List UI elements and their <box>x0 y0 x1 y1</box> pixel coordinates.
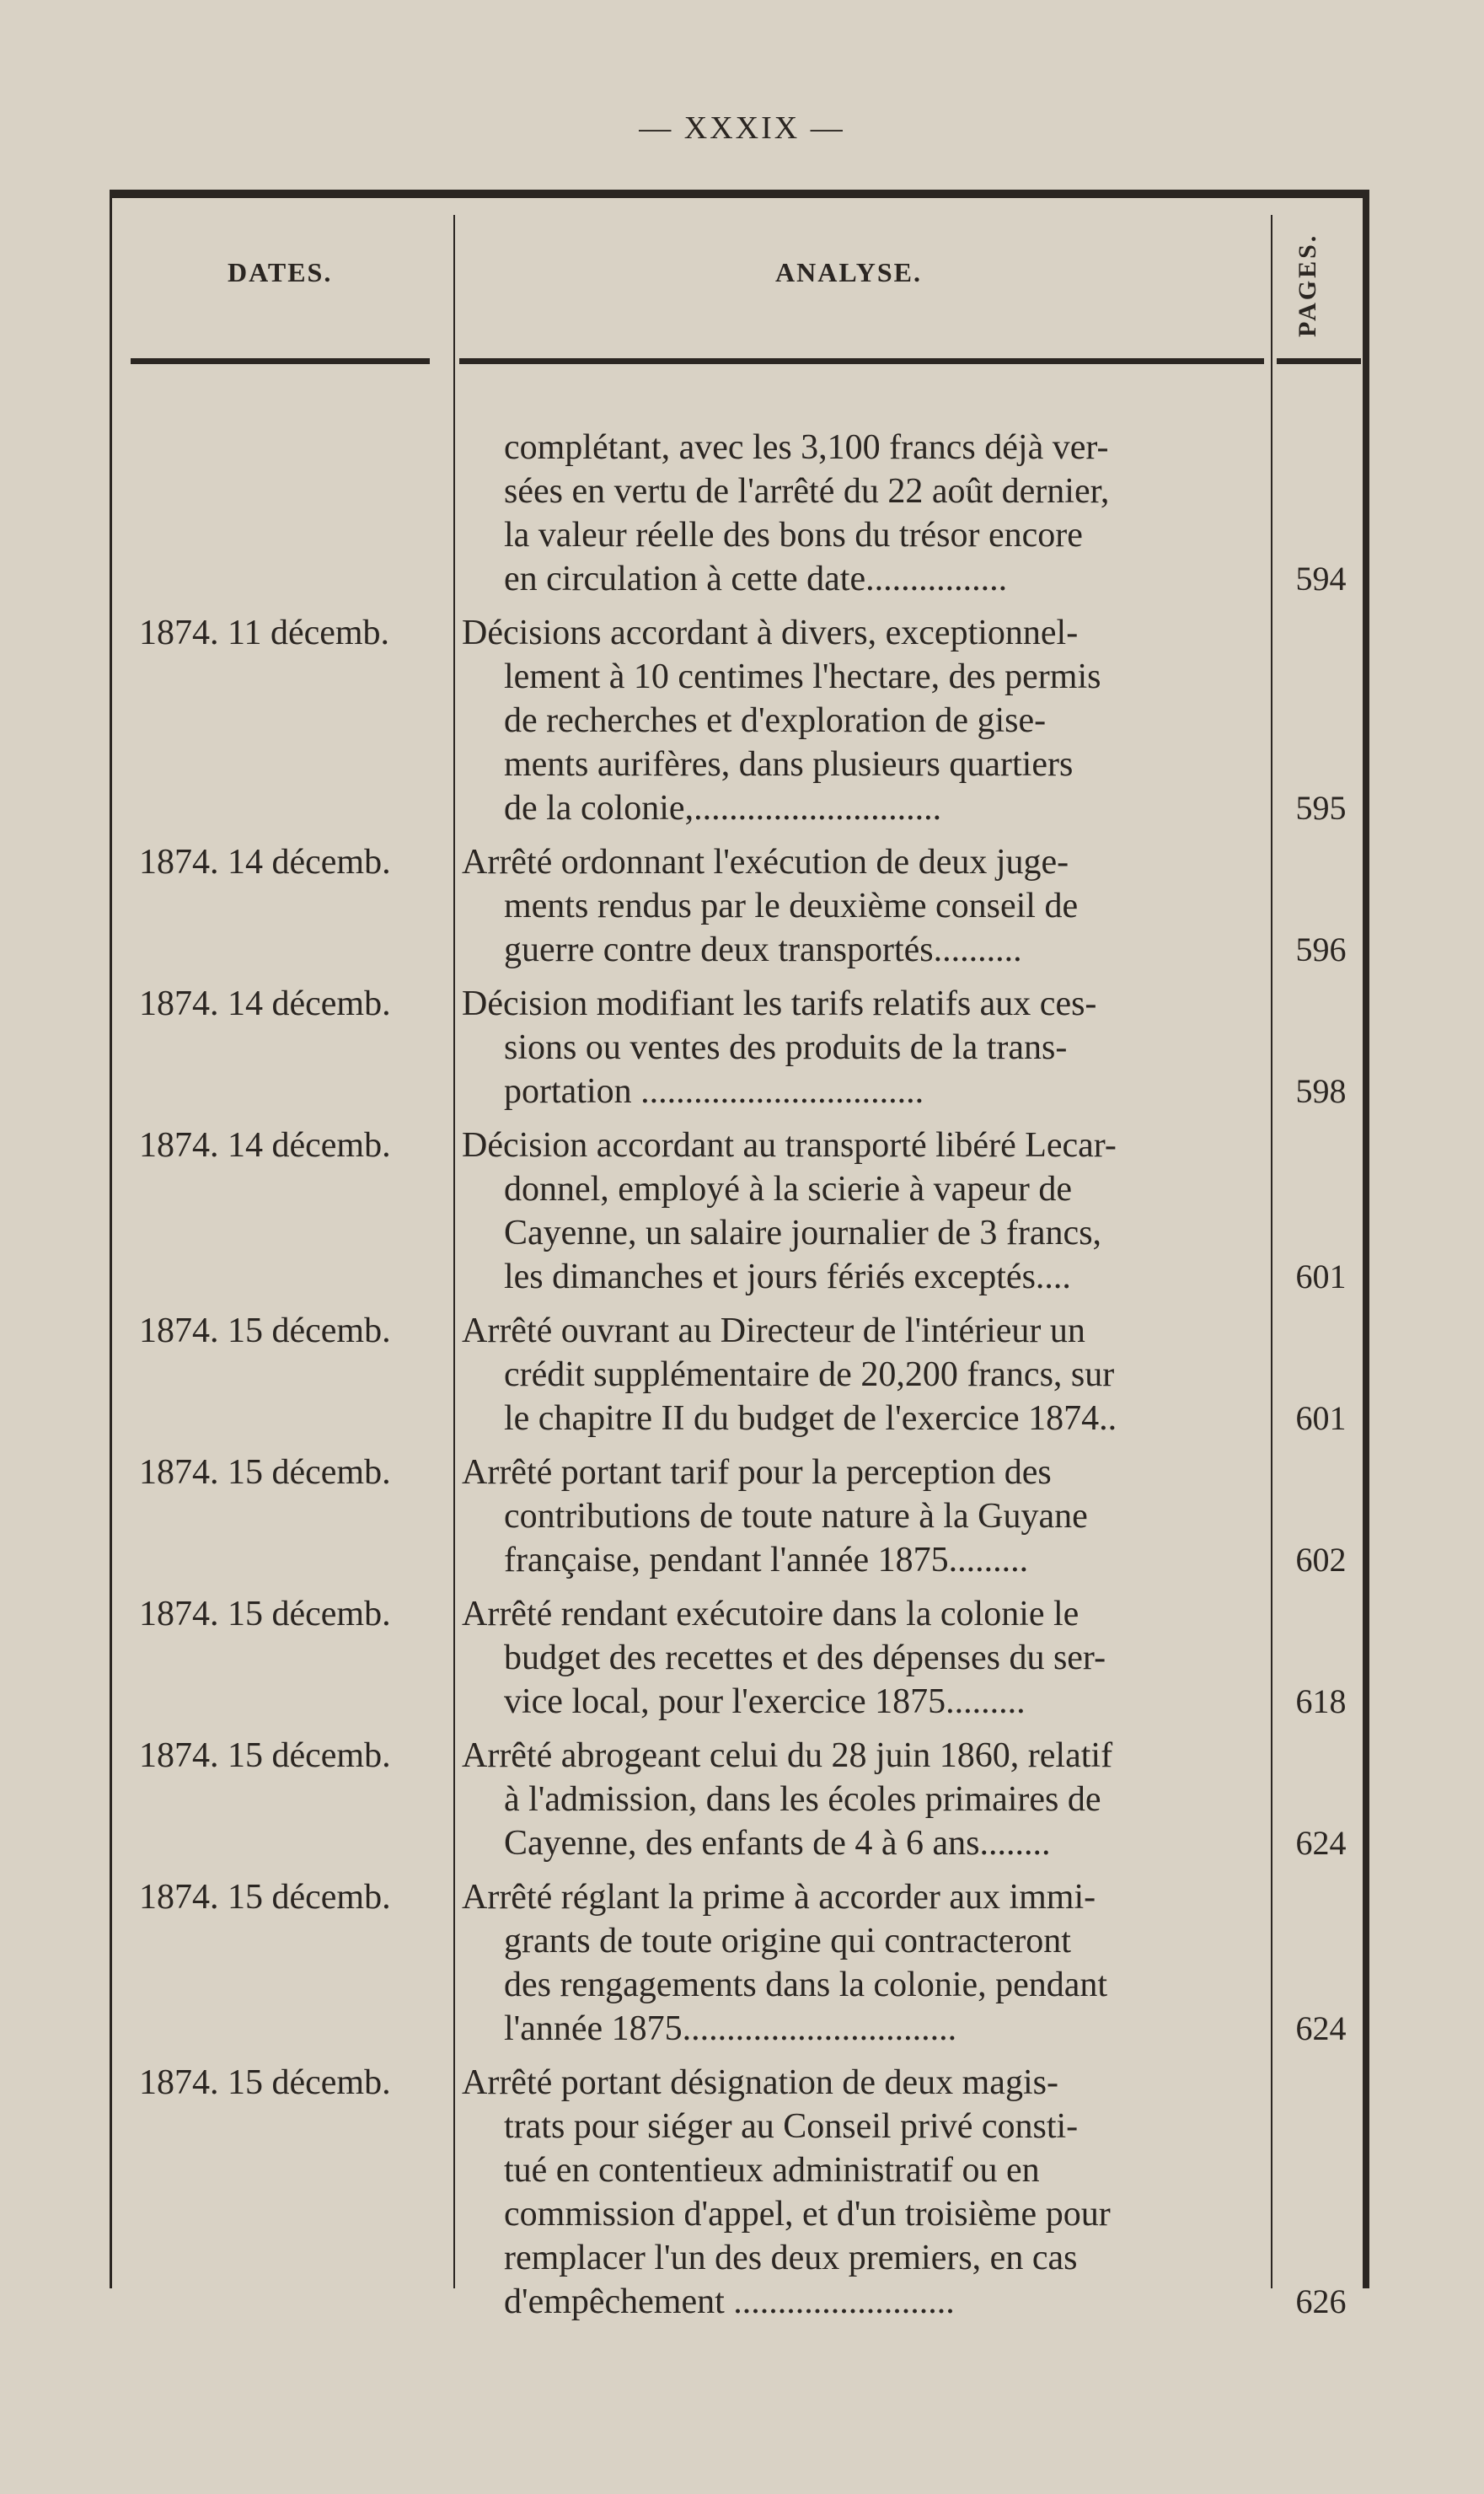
entry-analysis <box>462 1592 1262 1724</box>
analysis-line: trats pour siéger au Conseil privé consti- <box>504 2107 1079 2146</box>
entry-date: 1874. 14 décemb. <box>139 1126 391 1165</box>
analysis-line: contributions de toute nature à la Guyane <box>504 1497 1088 1536</box>
analysis-line: sées en vertu de l'arrêté du 22 août dernier, <box>504 472 1110 511</box>
analysis-line: Arrêté portant tarif pour la perception des <box>462 1453 1052 1492</box>
entry-page: 601 <box>1295 1399 1347 1437</box>
entry-page: 595 <box>1295 789 1347 827</box>
analysis-line: lement à 10 centimes l'hectare, des permis <box>504 657 1101 696</box>
analysis-line: tué en contentieux administratif ou en <box>504 2151 1040 2190</box>
entry-analysis <box>462 1451 1262 1582</box>
entry-page: 624 <box>1295 2009 1347 2047</box>
entry-date: 1874. 15 décemb. <box>139 1736 391 1775</box>
analysis-line: grants de toute origine qui contracteront <box>504 1922 1071 1960</box>
analysis-line: des rengagements dans la colonie, pendant <box>504 1966 1108 2004</box>
analysis-line: donnel, employé à la scierie à vapeur de <box>504 1170 1073 1209</box>
analysis-line: Arrêté rendant exécutoire dans la colonie le <box>462 1595 1080 1633</box>
analysis-line: portation ................................ <box>504 1072 924 1111</box>
entry-page: 598 <box>1295 1072 1347 1110</box>
entry-date: 1874. 15 décemb. <box>139 1453 391 1492</box>
analysis-line: en circulation à cette date................ <box>504 560 1008 598</box>
entry-page: 624 <box>1295 1824 1347 1862</box>
entry-page: 618 <box>1295 1682 1347 1720</box>
analysis-line: française, pendant l'année 1875......... <box>504 1541 1029 1580</box>
column-divider-dates <box>453 215 455 2288</box>
analysis-line: la valeur réelle des bons du trésor encore <box>504 516 1083 555</box>
analysis-line: remplacer l'un des deux premiers, en cas <box>504 2239 1078 2277</box>
analysis-line: commission d'appel, et d'un troisième pour <box>504 2195 1111 2234</box>
entry-date: 1874. 15 décemb. <box>139 1878 391 1917</box>
header-rule-analyse <box>459 358 1264 364</box>
analysis-line: Arrêté abrogeant celui du 28 juin 1860, relatif <box>462 1736 1113 1775</box>
column-header-dates: DATES. <box>228 257 333 287</box>
analysis-line: ments rendus par le deuxième conseil de <box>504 887 1079 925</box>
page-number: — XXXIX — <box>639 110 845 146</box>
analysis-line: Arrêté ordonnant l'exécution de deux juge- <box>462 843 1069 882</box>
analysis-line: sions ou ventes des produits de la trans- <box>504 1028 1068 1067</box>
entry-analysis <box>462 840 1262 972</box>
column-divider-pages <box>1271 215 1272 2288</box>
analysis-line: budget des recettes et des dépenses du ser- <box>504 1639 1106 1677</box>
entry-analysis <box>462 426 1262 601</box>
analysis-line: à l'admission, dans les écoles primaires de <box>504 1780 1101 1819</box>
entry-page: 602 <box>1295 1541 1347 1579</box>
entry-page: 596 <box>1295 931 1347 968</box>
analysis-line: Arrêté réglant la prime à accorder aux immi- <box>462 1878 1096 1917</box>
header-rule-dates <box>131 358 430 364</box>
entry-page: 626 <box>1295 2282 1347 2320</box>
header-rule-pages <box>1277 358 1361 364</box>
analysis-line: le chapitre II du budget de l'exercice 1874.. <box>504 1399 1117 1438</box>
entry-date: 1874. 14 décemb. <box>139 843 391 882</box>
analysis-line: Arrêté ouvrant au Directeur de l'intérieur un <box>462 1311 1085 1350</box>
entry-analysis <box>462 1734 1262 1865</box>
analysis-line: vice local, pour l'exercice 1875......... <box>504 1682 1026 1721</box>
entry-analysis <box>462 2061 1262 2324</box>
analysis-line: de recherches et d'exploration de gise- <box>504 701 1047 740</box>
analysis-line: crédit supplémentaire de 20,200 francs, sur <box>504 1355 1115 1394</box>
analysis-line: les dimanches et jours fériés exceptés.... <box>504 1258 1071 1296</box>
entry-analysis <box>462 1875 1262 2051</box>
analysis-line: complétant, avec les 3,100 francs déjà ver- <box>504 428 1109 467</box>
analysis-line: de la colonie,............................ <box>504 789 942 828</box>
entry-analysis <box>462 982 1262 1113</box>
analysis-line: guerre contre deux transportés.......... <box>504 931 1022 969</box>
entry-date: 1874. 14 décemb. <box>139 984 391 1023</box>
entry-date: 1874. 15 décemb. <box>139 1595 391 1633</box>
entry-date: 1874. 15 décemb. <box>139 2063 391 2102</box>
analysis-line: Décision accordant au transporté libéré Lecar- <box>462 1126 1117 1165</box>
analysis-line: l'année 1875............................... <box>504 2009 957 2048</box>
entry-page: 594 <box>1295 560 1347 598</box>
analysis-line: ments aurifères, dans plusieurs quartiers <box>504 745 1074 784</box>
entry-date: 1874. 11 décemb. <box>139 614 390 652</box>
entry-analysis <box>462 1124 1262 1299</box>
analysis-line: Décisions accordant à divers, exceptionnel- <box>462 614 1079 652</box>
column-header-analyse: ANALYSE. <box>775 257 922 287</box>
entry-date: 1874. 15 décemb. <box>139 1311 391 1350</box>
column-header-pages: PAGES. <box>1294 233 1321 337</box>
analysis-line: Cayenne, un salaire journalier de 3 francs, <box>504 1214 1102 1252</box>
analysis-line: Décision modifiant les tarifs relatifs aux ces- <box>462 984 1097 1023</box>
entry-page: 601 <box>1295 1258 1347 1295</box>
analysis-line: Arrêté portant désignation de deux magis- <box>462 2063 1058 2102</box>
analysis-line: Cayenne, des enfants de 4 à 6 ans........ <box>504 1824 1051 1863</box>
analysis-line: d'empêchement ......................... <box>504 2282 955 2321</box>
entry-analysis <box>462 1309 1262 1440</box>
entry-analysis <box>462 611 1262 830</box>
